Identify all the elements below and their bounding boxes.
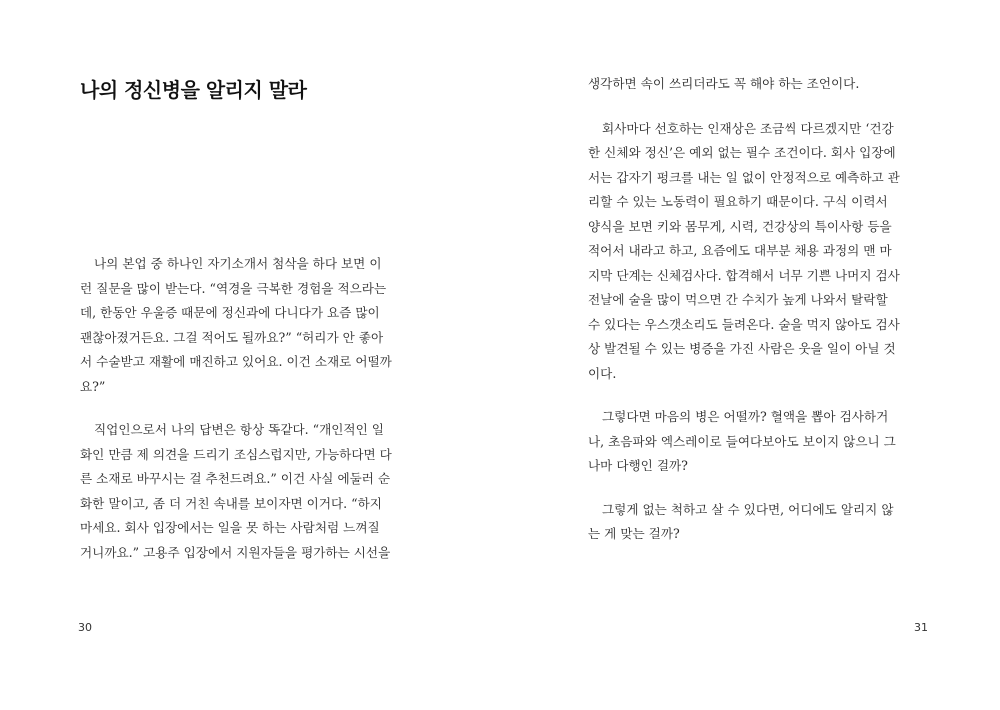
text-line: 생각하면 속이 쓰리더라도 꼭 해야 하는 조언이다. bbox=[588, 76, 860, 91]
paragraph bbox=[588, 117, 920, 387]
text-line: 는 게 맞는 걸까? bbox=[588, 526, 680, 541]
text-line: 적어서 내라고 하고, 요즘에도 대부분 채용 과정의 맨 마 bbox=[588, 243, 892, 258]
text-line: 서 수술받고 재활에 매진하고 있어요. 이건 소재로 어떨까 bbox=[80, 354, 392, 369]
page-number: 30 bbox=[78, 621, 92, 634]
text-line: 이다. bbox=[588, 365, 617, 381]
text-line: 직업인으로서 나의 답변은 항상 똑같다. “개인적인 일 bbox=[94, 422, 384, 437]
text-line: 그렇다면 마음의 병은 어떨까? 혈액을 뽑아 검사하거 bbox=[602, 409, 889, 424]
text-line: 데, 한동안 우울증 때문에 정신과에 다니다가 요즘 많이 bbox=[80, 305, 380, 320]
paragraph bbox=[588, 72, 920, 97]
text-line: 서는 갑자기 펑크를 내는 일 없이 안정적으로 예측하고 관 bbox=[588, 169, 900, 185]
text-line: 수 있다는 우스갯소리도 들려온다. 술을 먹지 않아도 검사 bbox=[588, 316, 900, 332]
paragraph bbox=[588, 405, 920, 479]
text-line: 리할 수 있는 노동력이 필요하기 때문이다. 구식 이력서 bbox=[588, 194, 888, 209]
text-line: 마세요. 회사 입장에서는 일을 못 하는 사람처럼 느껴질 bbox=[80, 520, 380, 535]
paragraph bbox=[80, 252, 402, 399]
text-line: 런 질문을 많이 받는다. “역경을 극복한 경험을 적으라는 bbox=[80, 280, 387, 296]
text-line: 거니까요.” 고용주 입장에서 지원자들을 평가하는 시선을 bbox=[80, 544, 391, 560]
text-line: 상 발견될 수 있는 병증을 가진 사람은 웃을 일이 아닐 것 bbox=[588, 341, 896, 356]
text-line: 양식을 보면 키와 몸무게, 시력, 건강상의 특이사항 등을 bbox=[588, 218, 892, 234]
paragraph bbox=[588, 498, 920, 547]
paragraph bbox=[80, 418, 402, 565]
text-line: 그렇게 없는 척하고 살 수 있다면, 어디에도 알리지 않 bbox=[602, 501, 894, 517]
left-body-text bbox=[80, 252, 402, 584]
text-line: 요?” bbox=[80, 378, 106, 394]
text-line: 나의 본업 중 하나인 자기소개서 첨삭을 하다 보면 이 bbox=[94, 256, 382, 271]
chapter-title: 나의 정신병을 알리지 말라 bbox=[80, 78, 307, 102]
text-line: 화인 만큼 제 의견을 드리기 조심스럽지만, 가능하다면 다 bbox=[80, 446, 392, 462]
text-line: 나마 다행인 걸까? bbox=[588, 458, 688, 473]
text-line: 회사마다 선호하는 인재상은 조금씩 다르겠지만 ‘건강 bbox=[602, 120, 894, 136]
page-number: 31 bbox=[914, 621, 928, 634]
text-line: 괜찮아졌거든요. 그걸 적어도 될까요?” “허리가 안 좋아 bbox=[80, 329, 384, 345]
text-line: 한 신체와 정신’은 예외 없는 필수 조건이다. 회사 입장에 bbox=[588, 145, 896, 160]
right-page bbox=[500, 0, 1000, 710]
right-body-text bbox=[588, 72, 920, 566]
text-line: 화한 말이고, 좀 더 거친 속내를 보이자면 이거다. “하지 bbox=[80, 495, 382, 511]
text-line: 전날에 술을 많이 먹으면 간 수치가 높게 나와서 탈락할 bbox=[588, 292, 888, 307]
text-line: 지막 단계는 신체검사다. 합격해서 너무 기쁜 나머지 검사 bbox=[588, 267, 900, 283]
text-line: 른 소재로 바꾸시는 걸 추천드려요.” 이건 사실 에둘러 순 bbox=[80, 471, 391, 486]
text-line: 나, 초음파와 엑스레이로 들여다보아도 보이지 않으니 그 bbox=[588, 433, 896, 449]
